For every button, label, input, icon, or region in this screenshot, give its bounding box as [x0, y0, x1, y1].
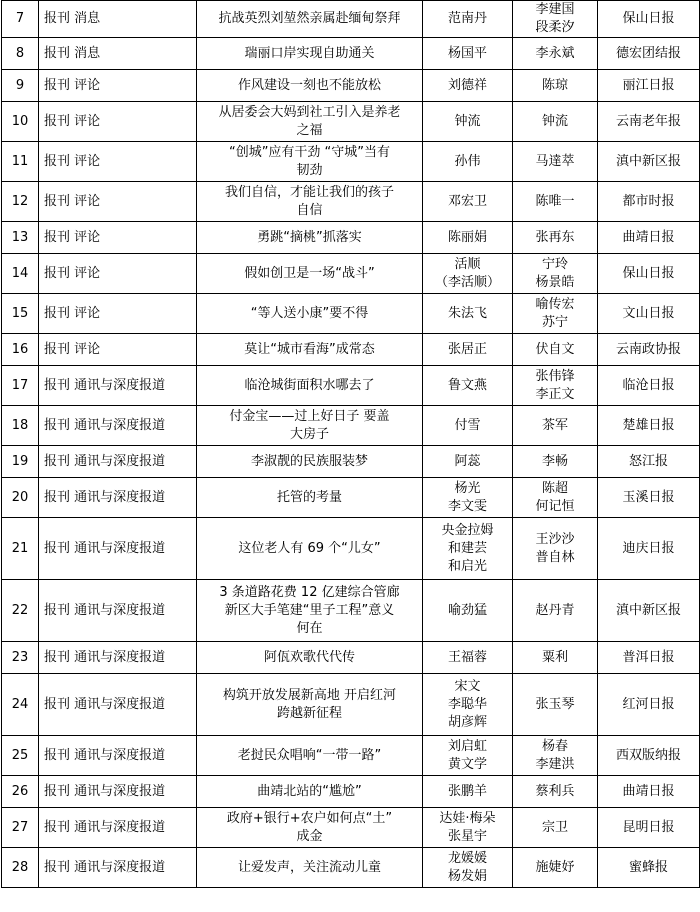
table-row [2, 776, 700, 808]
author-cell [423, 674, 513, 736]
title-cell [197, 222, 423, 254]
author-cell-line: 央金拉姆 [441, 522, 494, 538]
title-cell-line: 之福 [296, 122, 323, 138]
table-row [2, 518, 700, 580]
author-cell-line: 刘启虹 [447, 738, 487, 754]
category-cell: 报刊 消息 [39, 38, 197, 70]
table-row [2, 38, 700, 70]
title-cell-line: 跨越新征程 [276, 705, 342, 721]
author-cell [423, 580, 513, 642]
editor-cell-line: 蔡利兵 [535, 783, 575, 799]
editor-cell-line: 段柔汐 [535, 20, 575, 35]
row-number-cell: 21 [2, 518, 39, 580]
author-cell [423, 642, 513, 674]
title-cell-line: 莫让“城市看海”成常态 [244, 341, 375, 357]
table-row [2, 736, 700, 776]
title-cell [197, 102, 423, 142]
editor-cell [513, 254, 598, 294]
author-cell-line: 和启光 [447, 558, 487, 574]
author-cell [423, 334, 513, 366]
row-number-cell: 28 [2, 848, 39, 888]
editor-cell [513, 580, 598, 642]
title-cell [197, 446, 423, 478]
media-cell: 云南老年报 [598, 102, 700, 142]
table-row [2, 478, 700, 518]
author-cell-line: 杨国平 [447, 45, 487, 61]
title-cell-line: 我们自信，才能让我们的孩子 [224, 184, 394, 200]
media-cell: 曲靖日报 [598, 222, 700, 254]
media-cell: 文山日报 [598, 294, 700, 334]
author-cell [423, 70, 513, 102]
media-cell: 保山日报 [598, 254, 700, 294]
media-cell: 云南政协报 [598, 334, 700, 366]
author-cell [423, 1, 513, 38]
media-cell: 玉溪日报 [598, 478, 700, 518]
media-cell: 滇中新区报 [598, 142, 700, 182]
media-cell: 西双版纳报 [598, 736, 700, 776]
category-cell: 报刊 评论 [39, 254, 197, 294]
author-cell [423, 142, 513, 182]
title-cell [197, 518, 423, 580]
editor-cell [513, 182, 598, 222]
title-cell-line: 临沧城街面积水哪去了 [244, 377, 375, 393]
table-row [2, 294, 700, 334]
media-cell: 德宏团结报 [598, 38, 700, 70]
row-number-cell: 22 [2, 580, 39, 642]
editor-cell [513, 776, 598, 808]
title-cell-line: 3 条道路花费 12 亿建综合管廊 [219, 584, 400, 600]
title-cell-line: 阿佤欢歌代代传 [263, 649, 355, 665]
title-cell-line: 抗战英烈刘堃然亲属赴缅甸祭拜 [218, 11, 401, 26]
editor-cell [513, 1, 598, 38]
author-cell [423, 446, 513, 478]
title-cell [197, 334, 423, 366]
title-cell-line: 瑞丽口岸实现自助通关 [244, 45, 375, 61]
editor-cell [513, 70, 598, 102]
author-cell [423, 38, 513, 70]
category-cell: 报刊 评论 [39, 182, 197, 222]
media-cell: 怒江报 [598, 446, 700, 478]
row-number-cell: 26 [2, 776, 39, 808]
editor-cell-line: 普自林 [535, 549, 575, 565]
author-cell-line: 宋文 [454, 678, 481, 694]
author-cell-line: 黄文学 [447, 756, 487, 772]
editor-cell [513, 674, 598, 736]
editor-cell-line: 宁玲 [541, 256, 568, 272]
author-cell-line: 李文雯 [447, 498, 487, 514]
author-cell-line: 张鹏羊 [447, 783, 487, 799]
category-cell: 报刊 通讯与深度报道 [39, 848, 197, 888]
editor-cell-line: 杨春 [541, 738, 568, 754]
title-cell [197, 366, 423, 406]
editor-cell [513, 334, 598, 366]
row-number-cell: 18 [2, 406, 39, 446]
table-row [2, 580, 700, 642]
title-cell [197, 808, 423, 848]
editor-cell [513, 142, 598, 182]
author-cell [423, 406, 513, 446]
title-cell-line: 构筑开放发展新高地 开启红河 [222, 687, 397, 703]
title-cell [197, 642, 423, 674]
row-number-cell: 12 [2, 182, 39, 222]
editor-cell [513, 808, 598, 848]
table-row [2, 642, 700, 674]
media-cell: 滇中新区报 [598, 580, 700, 642]
editor-cell [513, 294, 598, 334]
title-cell-line: 假如创卫是一场“战斗” [244, 265, 375, 281]
editor-cell [513, 366, 598, 406]
author-cell-line: 阿蕊 [454, 453, 481, 469]
title-cell [197, 406, 423, 446]
editor-cell-line: 张再东 [535, 229, 575, 245]
row-number-cell: 11 [2, 142, 39, 182]
category-cell: 报刊 通讯与深度报道 [39, 808, 197, 848]
row-number-cell: 15 [2, 294, 39, 334]
editor-cell-line: 苏宁 [541, 314, 568, 330]
title-cell [197, 254, 423, 294]
editor-cell [513, 102, 598, 142]
editor-cell [513, 518, 598, 580]
media-cell: 迪庆日报 [598, 518, 700, 580]
title-cell-line: 成金 [296, 828, 323, 844]
title-cell-line: 勇跳“摘桃”抓落实 [257, 229, 362, 245]
media-cell: 曲靖日报 [598, 776, 700, 808]
category-cell: 报刊 通讯与深度报道 [39, 674, 197, 736]
author-cell-line: 龙媛媛 [447, 850, 487, 866]
title-cell-line: 大房子 [289, 426, 329, 442]
media-cell: 丽江日报 [598, 70, 700, 102]
category-cell: 报刊 通讯与深度报道 [39, 446, 197, 478]
author-cell [423, 518, 513, 580]
author-cell [423, 808, 513, 848]
author-cell-line: 杨光 [454, 480, 481, 496]
author-cell [423, 478, 513, 518]
title-cell [197, 142, 423, 182]
author-cell-line: 达娃·梅朵 [439, 810, 496, 826]
title-cell-line: “等人送小康”要不得 [250, 305, 369, 321]
table-row [2, 1, 700, 38]
author-cell-line: 邓宏卫 [447, 193, 487, 209]
editor-cell-line: 陈唯一 [535, 193, 575, 209]
author-cell-line: 付雪 [454, 417, 481, 433]
category-cell: 报刊 评论 [39, 102, 197, 142]
table-row [2, 70, 700, 102]
title-cell-line: 李淑靓的民族服装梦 [250, 453, 368, 469]
table-row [2, 848, 700, 888]
author-cell [423, 182, 513, 222]
media-cell: 红河日报 [598, 674, 700, 736]
category-cell: 报刊 通讯与深度报道 [39, 366, 197, 406]
title-cell-line: 政府+银行+农户如何点“土” [226, 810, 393, 826]
media-cell: 楚雄日报 [598, 406, 700, 446]
title-cell [197, 736, 423, 776]
editor-cell-line: 陈超 [541, 480, 568, 496]
editor-cell [513, 38, 598, 70]
author-cell [423, 222, 513, 254]
editor-cell-line: 李建国 [535, 2, 575, 17]
editor-cell-line: 何记恒 [535, 498, 575, 514]
media-cell: 临沧日报 [598, 366, 700, 406]
title-cell-line: 付金宝——过上好日子 要盖 [229, 408, 390, 424]
title-cell [197, 580, 423, 642]
title-cell [197, 294, 423, 334]
author-cell-line: 胡彦辉 [447, 714, 487, 730]
editor-cell-line: 杨景皓 [535, 274, 575, 290]
category-cell: 报刊 评论 [39, 294, 197, 334]
editor-cell [513, 406, 598, 446]
editor-cell [513, 642, 598, 674]
media-cell: 保山日报 [598, 1, 700, 38]
category-cell: 报刊 通讯与深度报道 [39, 478, 197, 518]
category-cell: 报刊 评论 [39, 222, 197, 254]
media-cell: 蜜蜂报 [598, 848, 700, 888]
row-number-cell: 16 [2, 334, 39, 366]
editor-cell-line: 粟利 [541, 649, 568, 665]
editor-cell-line: 李畅 [541, 453, 568, 469]
media-cell: 都市时报 [598, 182, 700, 222]
title-cell [197, 848, 423, 888]
author-cell-line: 鲁文燕 [447, 377, 487, 393]
title-cell [197, 776, 423, 808]
row-number-cell: 8 [2, 38, 39, 70]
author-cell-line: 杨发娟 [447, 868, 487, 884]
author-cell-line: 喻劲猛 [447, 602, 487, 618]
editor-cell [513, 446, 598, 478]
table-row [2, 334, 700, 366]
author-cell-line: 李聪华 [447, 696, 487, 712]
category-cell: 报刊 通讯与深度报道 [39, 406, 197, 446]
title-cell [197, 674, 423, 736]
title-cell [197, 182, 423, 222]
author-cell [423, 776, 513, 808]
category-cell: 报刊 评论 [39, 70, 197, 102]
title-cell-line: 老挝民众唱响“一带一路” [237, 747, 382, 763]
category-cell: 报刊 消息 [39, 1, 197, 38]
editor-cell-line: 钟流 [541, 113, 568, 129]
table-row [2, 674, 700, 736]
title-cell-line: 何在 [296, 620, 323, 636]
editor-cell-line: 施婕妤 [535, 859, 575, 875]
table-body [2, 1, 700, 888]
author-cell [423, 294, 513, 334]
category-cell: 报刊 通讯与深度报道 [39, 736, 197, 776]
editor-cell-line: 张伟锋 [535, 368, 575, 384]
category-cell: 报刊 通讯与深度报道 [39, 642, 197, 674]
editor-cell-line: 张玉琴 [535, 696, 575, 712]
editor-cell-line: 马達萃 [535, 153, 575, 169]
author-cell [423, 102, 513, 142]
editor-cell-line: 茶军 [541, 417, 568, 433]
title-cell-line: 自信 [296, 202, 323, 218]
category-cell: 报刊 通讯与深度报道 [39, 580, 197, 642]
title-cell-line: 新区大手笔建“里子工程”意义 [224, 602, 395, 618]
title-cell [197, 1, 423, 38]
media-cell: 普洱日报 [598, 642, 700, 674]
editor-cell [513, 478, 598, 518]
table-row [2, 406, 700, 446]
editor-cell-line: 陈琼 [541, 77, 568, 93]
editor-cell-line: 李正文 [535, 386, 575, 402]
category-cell: 报刊 通讯与深度报道 [39, 518, 197, 580]
editor-cell-line: 伏自文 [535, 341, 575, 357]
table-row [2, 222, 700, 254]
editor-cell [513, 736, 598, 776]
title-cell-line: 从居委会大妈到社工引入是养老 [218, 104, 401, 120]
editor-cell-line: 王沙沙 [535, 531, 575, 547]
row-number-cell: 13 [2, 222, 39, 254]
title-cell [197, 478, 423, 518]
row-number-cell: 23 [2, 642, 39, 674]
row-number-cell: 20 [2, 478, 39, 518]
editor-cell-line: 李永斌 [535, 45, 575, 61]
row-number-cell: 25 [2, 736, 39, 776]
table-row [2, 182, 700, 222]
table-row [2, 142, 700, 182]
row-number-cell: 14 [2, 254, 39, 294]
author-cell-line: 刘德祥 [447, 77, 487, 93]
media-cell: 昆明日报 [598, 808, 700, 848]
row-number-cell: 7 [2, 1, 39, 38]
title-cell [197, 38, 423, 70]
author-cell-line: （李活顺） [434, 274, 500, 290]
table-row [2, 254, 700, 294]
row-number-cell: 9 [2, 70, 39, 102]
title-cell-line: 曲靖北站的“尴尬” [257, 783, 362, 799]
author-cell-line: 孙伟 [454, 153, 481, 169]
author-cell [423, 736, 513, 776]
author-cell-line: 王福蓉 [447, 649, 487, 665]
title-cell-line: 让爱发声，关注流动儿童 [237, 859, 381, 875]
table-row [2, 366, 700, 406]
category-cell: 报刊 评论 [39, 142, 197, 182]
author-cell-line: 活顺 [454, 256, 481, 272]
title-cell-line: 托管的考量 [276, 489, 342, 505]
editor-cell [513, 848, 598, 888]
author-cell [423, 254, 513, 294]
editor-cell-line: 喻传宏 [535, 296, 575, 312]
row-number-cell: 24 [2, 674, 39, 736]
editor-cell-line: 赵丹青 [535, 602, 575, 618]
author-cell-line: 范南丹 [447, 11, 487, 26]
title-cell-line: 韧劲 [296, 162, 323, 178]
row-number-cell: 27 [2, 808, 39, 848]
award-list-table [1, 0, 700, 888]
category-cell: 报刊 通讯与深度报道 [39, 776, 197, 808]
table-row [2, 446, 700, 478]
table-row [2, 102, 700, 142]
editor-cell-line: 宗卫 [541, 819, 568, 835]
category-cell: 报刊 评论 [39, 334, 197, 366]
title-cell-line: “创城”应有干劲 “守城”当有 [228, 144, 391, 160]
author-cell-line: 钟流 [454, 113, 481, 129]
row-number-cell: 10 [2, 102, 39, 142]
author-cell [423, 366, 513, 406]
editor-cell [513, 222, 598, 254]
table-row [2, 808, 700, 848]
author-cell-line: 和建芸 [447, 540, 487, 556]
author-cell-line: 张居正 [447, 341, 487, 357]
row-number-cell: 17 [2, 366, 39, 406]
author-cell-line: 陈丽娟 [447, 229, 487, 245]
author-cell [423, 848, 513, 888]
author-cell-line: 张星宇 [447, 828, 487, 844]
title-cell-line: 这位老人有 69 个“儿女” [238, 540, 381, 556]
editor-cell-line: 李建洪 [535, 756, 575, 772]
title-cell [197, 70, 423, 102]
title-cell-line: 作风建设一刻也不能放松 [237, 77, 381, 93]
row-number-cell: 19 [2, 446, 39, 478]
author-cell-line: 朱法飞 [447, 305, 487, 321]
